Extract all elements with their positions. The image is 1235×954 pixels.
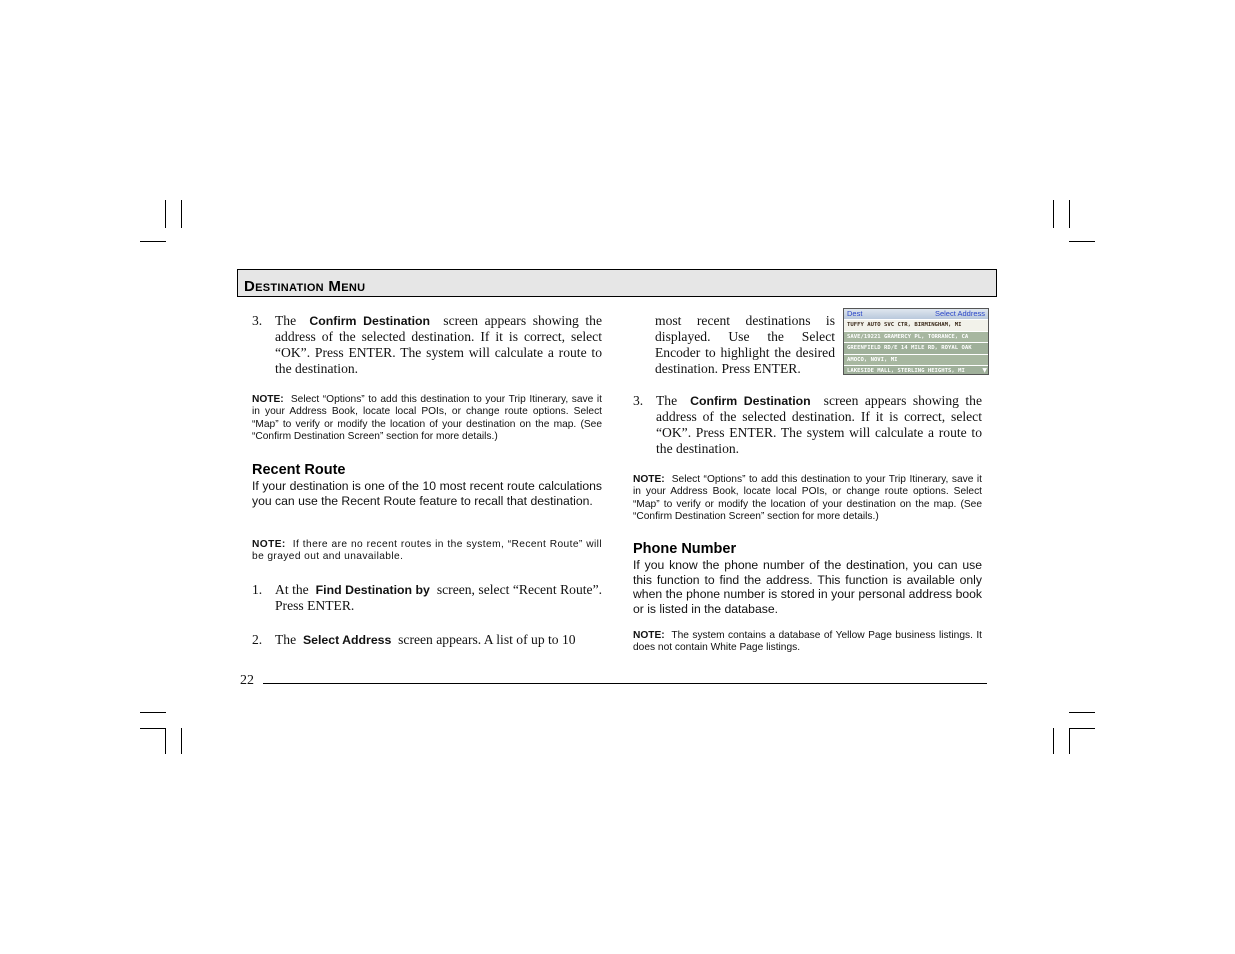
- note-label: NOTE:: [252, 539, 286, 550]
- crop-mark: [1069, 728, 1095, 729]
- crop-mark: [140, 712, 166, 713]
- note-yellow-pages: NOTE: The system contains a database of Yellow Page business listings. It does not contain White Page listings.: [633, 630, 982, 654]
- screen-list-item: LAKESIDE MALL, STERLING HEIGHTS, MI: [844, 365, 988, 375]
- keyword: Confirm Destination: [309, 314, 431, 328]
- keyword: Select Address: [302, 633, 392, 647]
- step-confirm-destination-right: [633, 393, 982, 457]
- crop-mark: [181, 728, 182, 754]
- crop-mark: [140, 241, 166, 242]
- heading-phone-number: Phone Number: [633, 541, 737, 557]
- footer-rule: [263, 683, 987, 684]
- crop-mark: [165, 728, 166, 754]
- note-label: NOTE:: [633, 474, 665, 485]
- screen-header: Dest Select Address: [844, 309, 988, 319]
- scroll-down-arrow-icon: ▼: [982, 367, 987, 374]
- note-label: NOTE:: [252, 394, 284, 405]
- crop-mark: [1053, 728, 1054, 754]
- note-recent-route: NOTE: If there are no recent routes in the system, “Recent Route” will be grayed out and unavailable.: [252, 539, 602, 563]
- screen-list-item: SAVE/19221 GRAMERCY PL, TORRANCE, CA: [844, 331, 988, 343]
- crop-mark: [181, 200, 182, 228]
- step-number: 3.: [633, 393, 644, 408]
- section-header-bar: [237, 269, 997, 297]
- note-options-left: NOTE: Select “Options” to add this destination to your Trip Itinerary, save it in your Address Book, locate local POIs, or change route options. Select “Map” to verify or modify the location of your destination on the map. (See “Confirm Destination Screen” section for more details.): [252, 394, 602, 442]
- step-text: At the Find Destination by screen, select “Recent Route”. Press ENTER.: [275, 582, 603, 613]
- step-select-address-continued: most recent destinations is displayed. Use the Select Encoder to highlight the desired destination. Press ENTER.: [655, 313, 835, 376]
- section-title: Destination Menu: [244, 278, 366, 295]
- step-text: The Confirm Destination screen appears showing the address of the selected destination. If it is correct, select “OK”. Press ENTER. The system will calculate a route to the destination.: [656, 393, 983, 456]
- step-select-address: [252, 632, 602, 648]
- crop-mark: [1069, 241, 1095, 242]
- step-number: 1.: [252, 582, 263, 597]
- note-options-right: NOTE: Select “Options” to add this destination to your Trip Itinerary, save it in your Address Book, locate local POIs, or change route options. Select “Map” to verify or modify the location of your destination on the map. (See “Confirm Destination Screen” section for more details.): [633, 474, 982, 522]
- keyword: Find Destination by: [315, 583, 430, 597]
- step-text: The Confirm Destination screen appears showing the address of the selected destination. If it is correct, select “OK”. Press ENTER. The system will calculate a route to the destination.: [275, 313, 603, 376]
- select-address-screenshot: [843, 308, 989, 375]
- screen-list-item: GREENFIELD RD/E 14 MILE RD, ROYAL OAK: [844, 342, 988, 354]
- heading-recent-route: Recent Route: [252, 462, 346, 478]
- crop-mark: [140, 728, 166, 729]
- crop-mark: [1053, 200, 1054, 228]
- page-number: 22: [240, 673, 254, 688]
- crop-mark: [1069, 728, 1070, 754]
- step-find-destination: [252, 582, 602, 614]
- keyword: Confirm Destination: [690, 394, 811, 408]
- crop-mark: [165, 200, 166, 228]
- screen-list-item: TUFFY AUTO SVC CTR, BIRMINGHAM, MI: [844, 319, 988, 331]
- note-label: NOTE:: [633, 630, 665, 641]
- step-number: 2.: [252, 632, 263, 647]
- crop-mark: [1069, 712, 1095, 713]
- crop-mark: [1069, 200, 1070, 228]
- screen-list-item: AMOCO, NOVI, MI: [844, 354, 988, 366]
- step-text: The Select Address screen appears. A list of up to 10: [275, 632, 576, 647]
- step-number: 3.: [252, 313, 263, 328]
- step-confirm-destination-left: [252, 313, 602, 377]
- recent-route-body: If your destination is one of the 10 most recent route calculations you can use the Recent Route feature to recall that destination.: [252, 479, 602, 508]
- phone-number-body: If you know the phone number of the destination, you can use this function to find the address. This function is available only when the phone number is stored in your personal address book or is listed in the database.: [633, 558, 982, 616]
